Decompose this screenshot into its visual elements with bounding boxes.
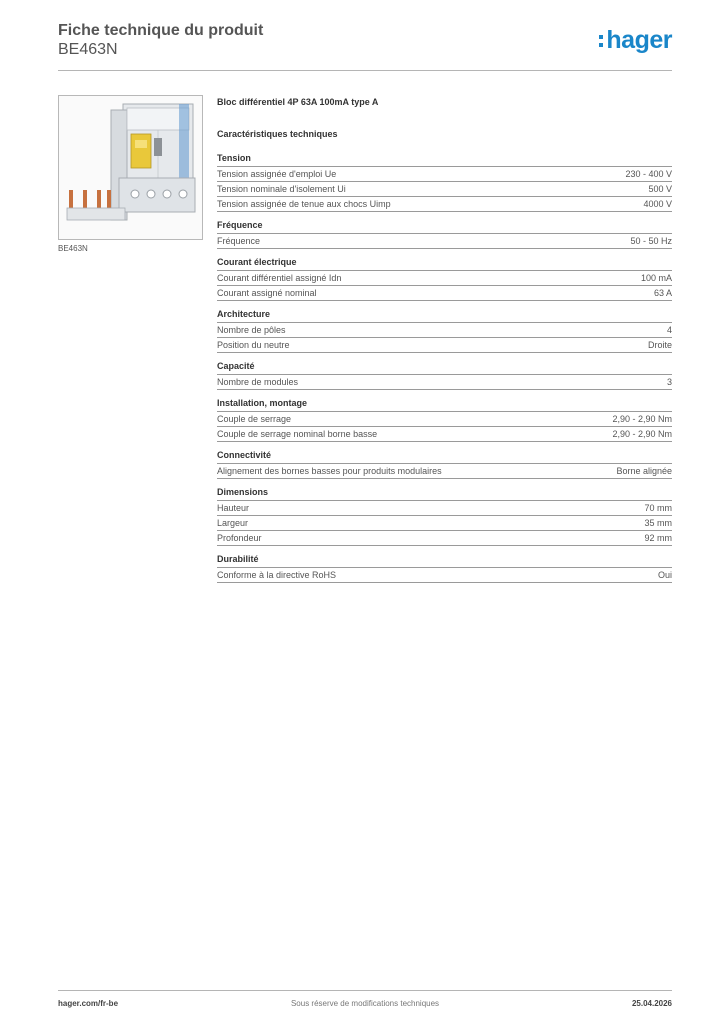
section-title: Dimensions [217, 486, 672, 501]
section-title: Architecture [217, 308, 672, 323]
image-caption: BE463N [58, 244, 88, 253]
spec-row [217, 501, 672, 516]
spec-value: 92 mm [644, 533, 672, 543]
spec-label: Courant différentiel assigné Idn [217, 273, 342, 283]
hager-logo [606, 26, 672, 55]
spec-row [217, 568, 672, 583]
spec-row [217, 182, 672, 197]
spec-row [217, 412, 672, 427]
spec-section [217, 449, 672, 479]
spec-value: 4000 V [643, 199, 672, 209]
section-title: Fréquence [217, 219, 672, 234]
product-name: Bloc différentiel 4P 63A 100mA type A [217, 97, 379, 107]
spec-value: 2,90 - 2,90 Nm [612, 429, 672, 439]
spec-row [217, 531, 672, 546]
spec-row [217, 516, 672, 531]
section-title: Durabilité [217, 553, 672, 568]
spec-row [217, 427, 672, 442]
spec-label: Hauteur [217, 503, 250, 513]
spec-label: Nombre de pôles [217, 325, 286, 335]
spec-value: 70 mm [644, 503, 672, 513]
spec-value: Droite [647, 340, 672, 350]
spec-row [217, 338, 672, 353]
spec-label: Tension nominale d'isolement Ui [217, 184, 346, 194]
page-footer [58, 990, 672, 1015]
page-header [58, 20, 672, 71]
spec-section [217, 397, 672, 442]
document-title: Fiche technique du produit [58, 22, 264, 39]
spec-section [217, 152, 672, 212]
spec-value: 100 mA [640, 273, 672, 283]
spec-row [217, 375, 672, 390]
spec-value: 4 [666, 325, 672, 335]
spec-label: Nombre de modules [217, 377, 299, 387]
spec-label: Fréquence [217, 236, 261, 246]
spec-heading: Caractéristiques techniques [217, 129, 338, 139]
spec-value: Oui [657, 570, 672, 580]
footer-website: hager.com/fr-be [58, 999, 119, 1008]
spec-label: Conforme à la directive RoHS [217, 570, 337, 580]
spec-section [217, 486, 672, 546]
spec-row [217, 167, 672, 182]
product-image [58, 95, 203, 240]
spec-section [217, 553, 672, 583]
spec-value: 500 V [648, 184, 672, 194]
section-title: Connectivité [217, 449, 672, 464]
spec-label: Couple de serrage nominal borne basse [217, 429, 378, 439]
spec-value: Borne alignée [616, 466, 672, 476]
spec-value: 2,90 - 2,90 Nm [612, 414, 672, 424]
spec-row [217, 323, 672, 338]
spec-label: Couple de serrage [217, 414, 292, 424]
spec-value: 35 mm [644, 518, 672, 528]
spec-section [217, 360, 672, 390]
product-illustration [59, 96, 202, 239]
spec-row [217, 464, 672, 479]
spec-row [217, 286, 672, 301]
footer-disclaimer: Sous réserve de modifications techniques [290, 999, 440, 1008]
spec-value: 63 A [653, 288, 672, 298]
spec-content [217, 96, 672, 583]
spec-label: Position du neutre [217, 340, 290, 350]
product-reference: BE463N [58, 41, 118, 58]
spec-label: Tension assignée d'emploi Ue [217, 169, 337, 179]
spec-value: 3 [666, 377, 672, 387]
spec-section [217, 308, 672, 353]
section-title: Tension [217, 152, 672, 167]
logo-text: hager [606, 26, 672, 54]
footer-date: 25.04.2026 [631, 999, 672, 1008]
section-title: Installation, montage [217, 397, 672, 412]
section-title: Capacité [217, 360, 672, 375]
spec-sections [217, 152, 672, 583]
logo-dots-icon [599, 35, 603, 49]
spec-value: 50 - 50 Hz [630, 236, 672, 246]
section-title: Courant électrique [217, 256, 672, 271]
spec-row [217, 234, 672, 249]
spec-label: Alignement des bornes basses pour produits modulaires [217, 466, 442, 476]
spec-section [217, 256, 672, 301]
spec-value: 230 - 400 V [625, 169, 672, 179]
spec-section [217, 219, 672, 249]
spec-label: Profondeur [217, 533, 262, 543]
spec-row [217, 271, 672, 286]
spec-label: Courant assigné nominal [217, 288, 317, 298]
spec-label: Tension assignée de tenue aux chocs Uimp [217, 199, 391, 209]
spec-label: Largeur [217, 518, 249, 528]
spec-row [217, 197, 672, 212]
